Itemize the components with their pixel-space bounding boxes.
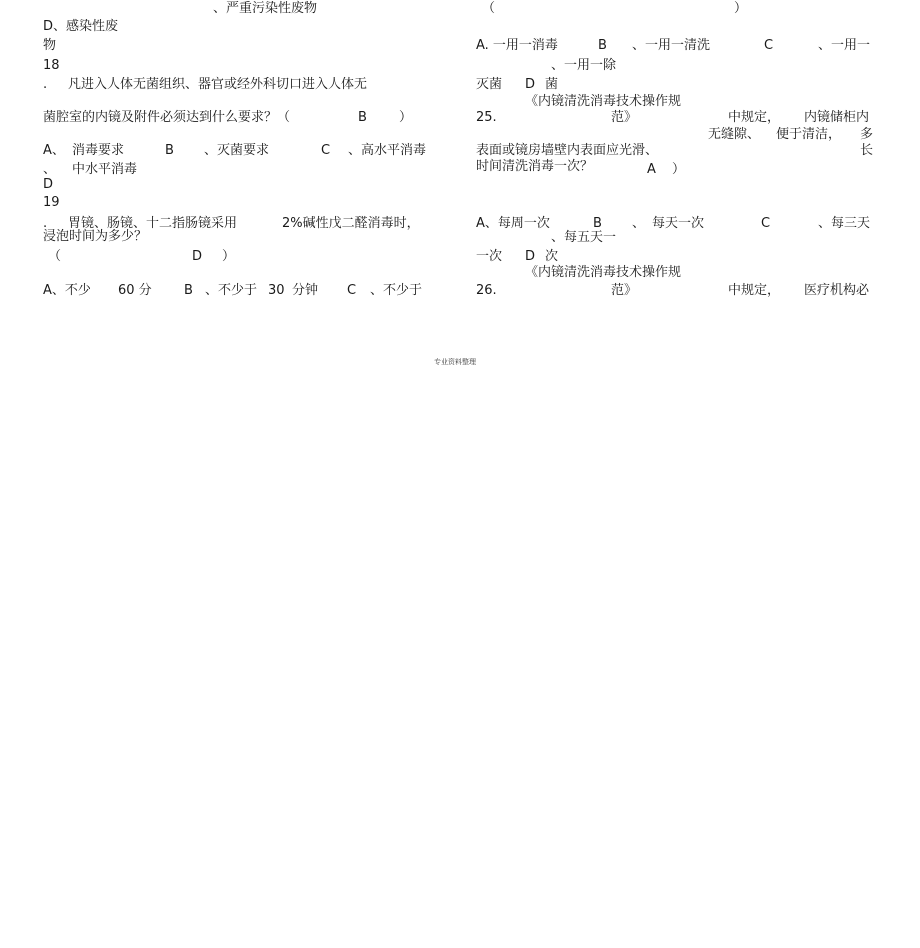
left-line-3: 物 [43,38,57,53]
q25-line4: 时间清洗消毒一次？ [476,159,594,174]
q18-option-a-label: A、 [43,143,65,158]
q18-option-d-sep: 、 [43,162,57,177]
q19-option-a-num: 60 分 [118,283,152,298]
q18-option-d: 中水平消毒 [72,162,138,177]
q19-option-b-unit: 分钟 [292,283,319,298]
q25-answer: A [647,162,656,177]
q25-number: 25. [476,110,497,125]
q25-line3-a: 表面或镜房墙壁内表面应光滑、 [476,143,659,158]
left-line-1: 、严重污染性废物 [213,1,318,16]
r-option-e: 、一用一除 [551,58,617,73]
q25-line2-b: 便于清洁， [776,127,842,142]
q25-option-b: 每天一次 [652,216,705,231]
q18-dot: . [43,77,48,92]
r-option-d: 菌 [545,77,559,92]
q18-option-a: 消毒要求 [72,143,125,158]
q25-line2-a: 无缝隙、 [708,127,761,142]
q18-close: ） [399,110,413,125]
q18-option-c: 、高水平消毒 [348,143,427,158]
r-option-a: A. 一用一消毒 [476,38,558,53]
q26-end: 医疗机构必 [804,283,870,298]
right-open-paren: （ [482,1,496,16]
r-option-b: 、一用一清洗 [632,38,711,53]
q25-option-d: 次 [545,249,559,264]
q25-close: ） [672,162,686,177]
q19-option-a-label: A、不少 [43,283,91,298]
q19-option-b-num: 30 [268,283,285,298]
q25-option-c-label: C [761,216,771,231]
q25-option-e: 、每五天一 [551,230,617,245]
q25-title: 《内镜清洗消毒技术操作规 [525,94,682,109]
r-option-c-label: C [764,38,774,53]
q25-line3-b: 长 [860,143,874,158]
q25-option-b-label: B [593,216,602,231]
q19-close: ） [222,249,236,264]
q19-dot: . [43,216,48,231]
q25-option-a-cont: 一次 [476,249,503,264]
q25-mid: 中规定， [728,110,781,125]
q19-option-b: 、不少于 [205,283,258,298]
q19-open: （ [48,249,62,264]
q18-option-d-label: D [43,177,54,192]
q18-answer: B [358,110,367,125]
q25-option-a: A、每周一次 [476,216,550,231]
q19-option-b-label: B [184,283,193,298]
q19-number: 19 [43,195,60,210]
q26-mid: 中规定， [728,283,781,298]
q19-text-1a: 胃镜、肠镜、十二指肠镜采用 [68,216,238,231]
q18-option-b: 、灭菌要求 [204,143,270,158]
q25-option-d-label: D [525,249,536,264]
q18-text-2: 菌腔室的内镜及附件必须达到什么要求？（ [43,110,291,125]
q25-title-2: 范》 [611,110,638,125]
q25-end: 内镜储柜内 [804,110,870,125]
q25-option-b-sep: 、 [632,216,646,231]
r-option-d-label: D [525,77,536,92]
r-option-a-cont: 灭菌 [476,77,503,92]
q25-option-c: 、每三天 [818,216,871,231]
q26-title: 《内镜清洗消毒技术操作规 [525,265,682,280]
r-option-c: 、一用一 [818,38,871,53]
right-close-paren: ） [734,1,748,16]
q18-number: 18 [43,58,60,73]
left-line-2: D、感染性废 [43,19,119,34]
q25-line2-c: 多 [860,127,874,142]
q19-text-2: 浸泡时间为多少？ [43,229,148,244]
q19-answer: D [192,249,203,264]
q18-option-c-label: C [321,143,331,158]
q26-number: 26. [476,283,497,298]
q19-option-c: 、不少于 [370,283,423,298]
q18-option-b-label: B [165,143,174,158]
r-option-b-label: B [598,38,607,53]
q19-text-1b: 2%碱性戊二醛消毒时， [282,216,420,231]
page-footer: 专业资料整理 [434,358,476,366]
q19-option-c-label: C [347,283,357,298]
q26-title-2: 范》 [611,283,638,298]
q18-text-1: 凡进入人体无菌组织、器官或经外科切口进入人体无 [68,77,368,92]
